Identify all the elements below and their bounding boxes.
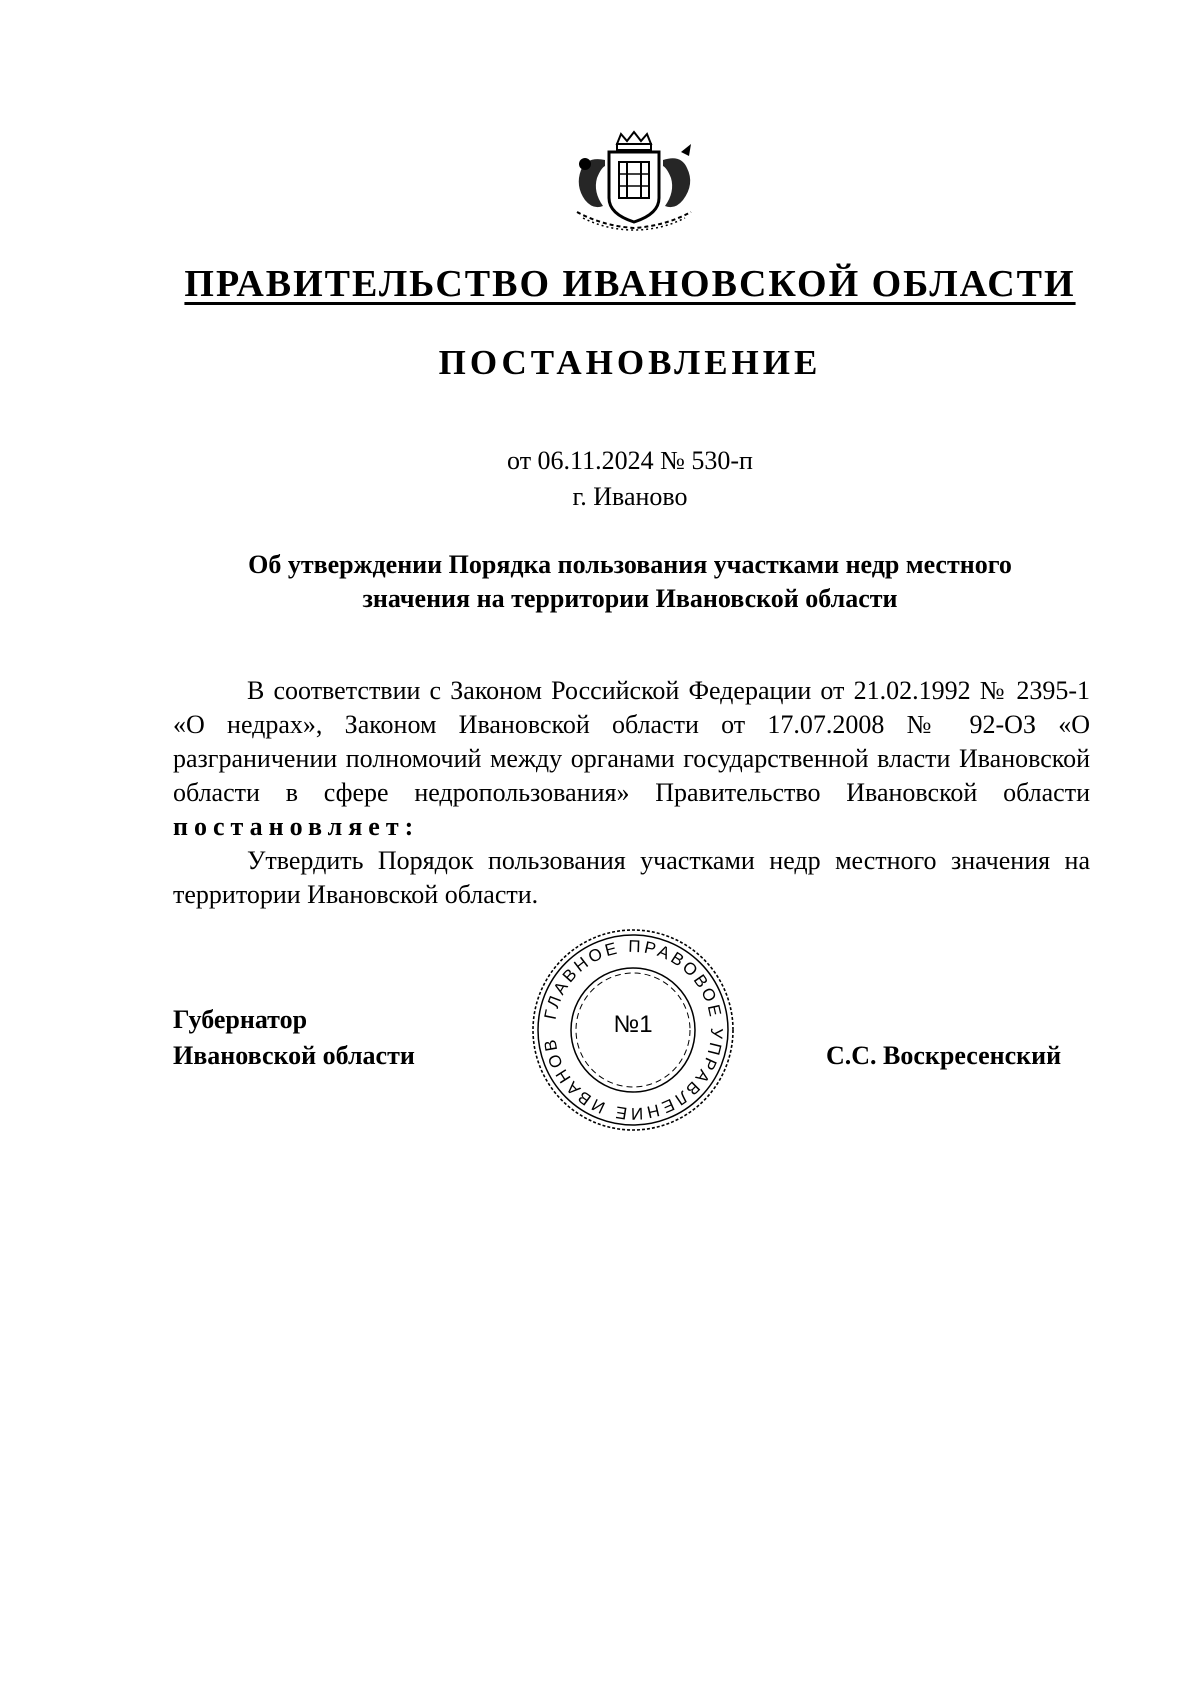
- document-subject: [180, 548, 1080, 616]
- body-paragraph-2: Утвердить Порядок пользования участками недр местного значения на территории Ивановской области.: [173, 846, 1090, 909]
- body-paragraph-1: [173, 674, 1090, 844]
- ivanovo-coat-of-arms-icon: [563, 130, 705, 232]
- organization-title: ПРАВИТЕЛЬСТВО ИВАНОВСКОЙ ОБЛАСТИ: [184, 263, 1076, 305]
- signatory-position-line-2: Ивановской области: [173, 1041, 415, 1070]
- seal-number: №1: [613, 1011, 653, 1038]
- signatory-name: С.С. Воскресенский: [826, 1041, 1062, 1070]
- signatory-position-line-1: Губернатор: [173, 1005, 308, 1034]
- subject-line-1: Об утверждении Порядка пользования участками недр местного: [248, 550, 1012, 579]
- body-paragraph-1-text: В соответствии с Законом Российской Федерации от 21.02.1992 № 2395-1 «О недрах», Законом Ивановской области от 17.07.2008 № 92-ОЗ «О разграничении полномочий между органами государственной власти Ивановской области в сфере недропользования» Правительство Ивановской области: [173, 676, 1090, 807]
- decree-word: постановляет:: [173, 812, 420, 841]
- document-body: [173, 674, 1090, 912]
- document-date-number: от 06.11.2024 № 530-п: [507, 446, 753, 475]
- document-type-heading: ПОСТАНОВЛЕНИЕ: [438, 343, 822, 382]
- document-city: г. Иваново: [572, 482, 688, 511]
- subject-line-2: значения на территории Ивановской области: [362, 584, 898, 613]
- seal-ring-text: ГЛАВНОЕ ПРАВОВОЕ УПРАВЛЕНИЕ ИВАНОВ: [540, 936, 727, 1124]
- signatory-position: [173, 1002, 415, 1074]
- round-seal-icon: [528, 925, 738, 1135]
